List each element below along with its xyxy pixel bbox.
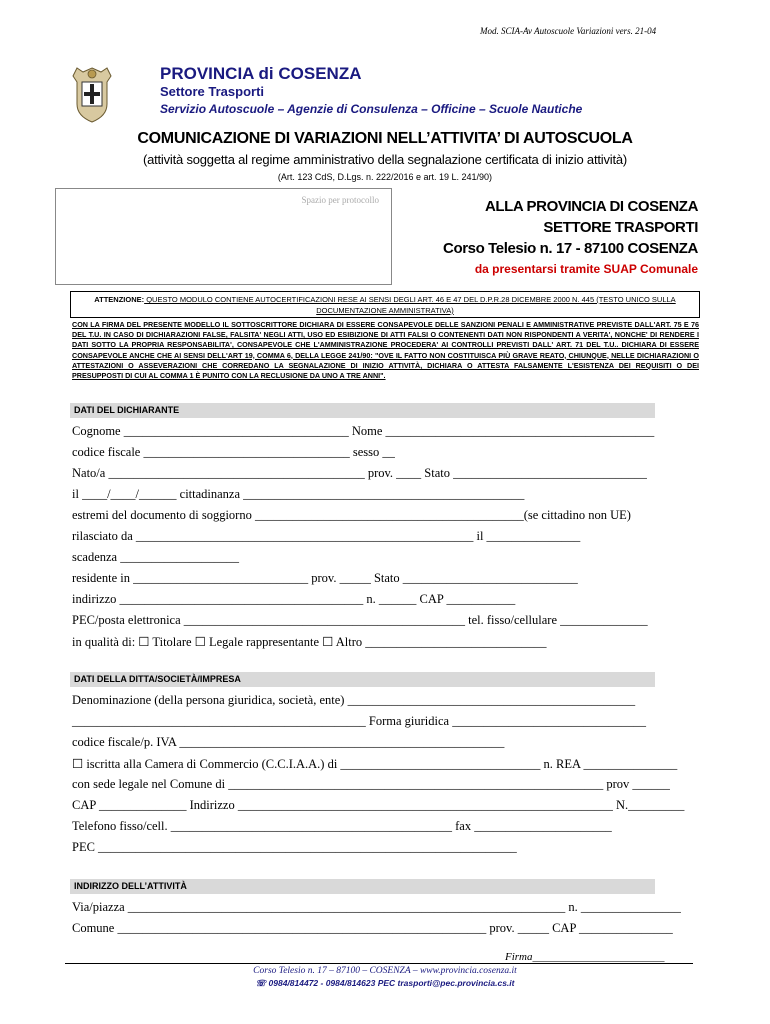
signature-field[interactable]: Firma________________________ bbox=[505, 951, 665, 963]
footer-divider bbox=[65, 963, 693, 964]
footer-address: Corso Telesio n. 17 – 87100 – COSENZA – www.provincia.cosenza.it bbox=[253, 966, 517, 976]
field-indirizzo[interactable]: indirizzo _______________________________________ n. ______ CAP ___________ bbox=[72, 592, 516, 606]
field-scadenza[interactable]: scadenza ___________________ bbox=[72, 550, 239, 564]
field-cap-indirizzo[interactable]: CAP ______________ Indirizzo ____________________________________________________________ N._________ bbox=[72, 798, 685, 812]
field-cciaa[interactable]: ☐ iscritta alla Camera di Commercio (C.C.I.A.A.) di ________________________________ n. REA _______________ bbox=[72, 757, 678, 771]
form-title: COMUNICAZIONE DI VARIAZIONI NELL’ATTIVITA’ DI AUTOSCUOLA bbox=[137, 130, 633, 147]
field-codice-fiscale[interactable]: codice fiscale _________________________________ sesso __ bbox=[72, 445, 395, 459]
section-indirizzo: INDIRIZZO DELL’ATTIVITÀ bbox=[70, 879, 655, 894]
footer-phones: 0984/814472 - 0984/814623 PEC trasporti@pec.provincia.cs.it bbox=[268, 978, 515, 988]
attention-box bbox=[70, 291, 700, 318]
field-residente[interactable]: residente in ____________________________ prov. _____ Stato ____________________________ bbox=[72, 571, 578, 585]
field-via-piazza[interactable]: Via/piazza ______________________________________________________________________ n. ________________ bbox=[72, 900, 681, 914]
field-rilasciato[interactable]: rilasciato da ______________________________________________________ il _______________ bbox=[72, 529, 581, 543]
sector-title: Settore Trasporti bbox=[160, 84, 265, 99]
field-comune[interactable]: Comune ___________________________________________________________ prov. _____ CAP _______________ bbox=[72, 921, 673, 935]
field-telefono-fax[interactable]: Telefono fisso/cell. _____________________________________________ fax ______________________ bbox=[72, 819, 612, 833]
form-subtitle: (attività soggetta al regime amministrativo della segnalazione certificata di inizio attività) bbox=[142, 152, 628, 167]
attention-text: QUESTO MODULO CONTIENE AUTOCERTIFICAZIONI RESE AI SENSI DEGLI ART. 46 E 47 DEL D.P.R.28 DICEMBRE 2000 N. 445 (TESTO UNICO SULLA DOCUMENTAZIONE AMMINISTRATIVA) bbox=[144, 295, 676, 315]
field-pec-ditta[interactable]: PEC ___________________________________________________________________ bbox=[72, 840, 517, 854]
section-dichiarante: DATI DEL DICHIARANTE bbox=[70, 403, 655, 418]
addressee-line-1: ALLA PROVINCIA DI COSENZA bbox=[484, 198, 698, 215]
field-denominazione[interactable]: Denominazione (della persona giuridica, società, ente) ______________________________________________ bbox=[72, 693, 636, 707]
field-data-nascita[interactable]: il ____/____/______ cittadinanza _____________________________________________ bbox=[72, 487, 525, 501]
section-ditta: DATI DELLA DITTA/SOCIETÀ/IMPRESA bbox=[70, 672, 655, 687]
province-title: PROVINCIA di COSENZA bbox=[160, 64, 362, 83]
field-nato[interactable]: Nato/a _________________________________________ prov. ____ Stato _______________________________ bbox=[72, 466, 647, 480]
service-title: Servizio Autoscuole – Agenzie di Consulenza – Officine – Scuole Nautiche bbox=[160, 102, 583, 116]
field-documento-soggiorno[interactable]: estremi del documento di soggiorno ___________________________________________(se cittadino non UE) bbox=[72, 508, 631, 522]
addressee-line-2: SETTORE TRASPORTI bbox=[543, 219, 698, 236]
form-version: Mod. SCIA-Av Autoscuole Variazioni vers. 21-04 bbox=[480, 26, 657, 36]
attention-label: ATTENZIONE: bbox=[94, 295, 145, 304]
field-forma-giuridica[interactable]: _______________________________________________ Forma giuridica _______________________________ bbox=[72, 714, 646, 728]
protocol-label: Spazio per protocollo bbox=[301, 195, 379, 205]
suap-note: da presentarsi tramite SUAP Comunale bbox=[474, 262, 698, 276]
field-sede-legale[interactable]: con sede legale nel Comune di ____________________________________________________________ prov ______ bbox=[72, 777, 670, 791]
field-pec[interactable]: PEC/posta elettronica _____________________________________________ tel. fisso/cellulare ______________ bbox=[72, 613, 648, 627]
phone-icon: ☏ bbox=[255, 978, 269, 988]
protocol-box bbox=[55, 188, 392, 285]
field-cognome-nome[interactable]: Cognome ____________________________________ Nome ___________________________________________ bbox=[72, 424, 655, 438]
footer-contacts bbox=[0, 978, 770, 989]
field-qualita[interactable]: in qualità di: ☐ Titolare ☐ Legale rappresentante ☐ Altro _____________________________ bbox=[72, 635, 547, 649]
form-legal-reference: (Art. 123 CdS, D.Lgs. n. 222/2016 e art. 19 L. 241/90) bbox=[277, 172, 493, 182]
declaration-text: CON LA FIRMA DEL PRESENTE MODELLO IL SOTTOSCRITTORE DICHIARA DI ESSERE CONSAPEVOLE DELLE SANZIONI PENALI E AMMINISTRATIVE PREVISTE DALL'ART. 75 E 76 DEL T.U. IN CASO DI DICHIARAZIONI FALSE, FALSITA' NEGLI ATTI, USO ED ESIBIZIONE DI ATTI FALSI O CONTENENTI DATI NON RISPONDENTI A VERITA', NONCHE' DI RENDERE I DATI SOTTO LA PROPRIA RESPONSABILITA', CONSAPEVOLE CHE L'AMMINISTRAZIONE PROCEDERA' AI CONTROLLI PREVISTI DALL' ART. 71 DEL T.U.. DICHIARA DI ESSERE CONSAPEVOLE ANCHE CHE AI SENSI DELL'ART 19, COMMA 6, DELLA LEGGE 241/90: "OVE IL FATTO NON COSTITUISCA PIÙ GRAVE REATO, CHIUNQUE, NELLE DICHIARAZIONI O ATTESTAZIONI O ASSEVERAZIONI CHE CORREDANO LA SEGNALAZIONE DI INIZIO ATTIVITÀ, DICHIARA O ATTESTA FALSAMENTE L'ESISTENZA DEI REQUISITI O DEI PRESUPPOSTI DI CUI AL COMMA 1 È PUNITO CON LA RECLUSIONE DA UNO A TRE ANNI". bbox=[72, 320, 699, 381]
province-crest-icon bbox=[67, 64, 117, 124]
addressee-line-3: Corso Telesio n. 17 - 87100 COSENZA bbox=[443, 240, 698, 257]
field-piva[interactable]: codice fiscale/p. IVA ____________________________________________________ bbox=[72, 735, 505, 749]
